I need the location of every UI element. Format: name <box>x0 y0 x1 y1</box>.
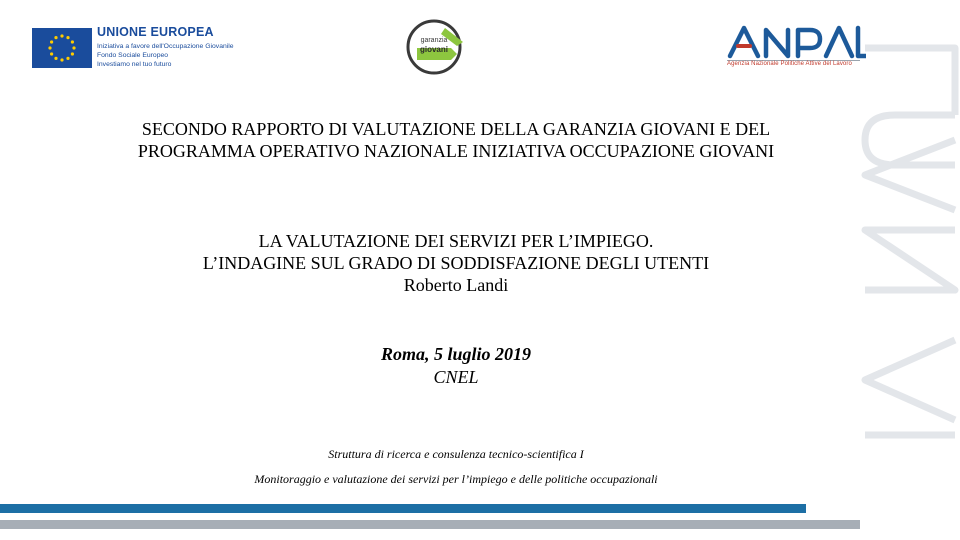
structure-line-1: Struttura di ricerca e consulenza tecnico-scientifica I <box>328 447 584 461</box>
author-name: Roberto Landi <box>403 275 509 295</box>
footer-bar-grey <box>0 520 860 529</box>
report-title <box>0 118 912 162</box>
anpal-logo-icon <box>726 22 866 60</box>
subtitle-line-2: L’INDAGINE SUL GRADO DI SODDISFAZIONE DEGLI UTENTI <box>202 253 710 273</box>
report-title-line-2: PROGRAMMA OPERATIVO NAZIONALE INIZIATIVA OCCUPAZIONE GIOVANI <box>137 141 775 161</box>
eu-logo-line-2: Fondo Sociale Europeo <box>97 52 169 59</box>
subtitle-line-1: LA VALUTAZIONE DEI SERVIZI PER L’IMPIEGO. <box>258 231 654 251</box>
eu-flag-icon <box>32 28 92 68</box>
venue: CNEL <box>433 367 479 387</box>
garanzia-logo-text-2: giovani <box>419 45 448 54</box>
eu-logo-line-3: Investiamo nel tuo futuro <box>97 61 172 68</box>
anpal-logo-subtitle: Agenzia Nazionale Politiche Attive del Lavoro <box>727 61 852 67</box>
report-title-line-1: SECONDO RAPPORTO DI VALUTAZIONE DELLA GARANZIA GIOVANI E DEL <box>141 119 771 139</box>
eu-logo-line-1: Iniziativa a favore dell'Occupazione Giovanile <box>97 43 234 50</box>
eu-logo-title: UNIONE EUROPEA <box>97 25 214 39</box>
garanzia-logo-text-1: garanzia <box>420 37 448 44</box>
presentation-subtitle <box>0 230 912 296</box>
footer-bar-blue <box>0 504 806 513</box>
structure-line-2: Monitoraggio e valutazione dei servizi per l’impiego e delle politiche occupazionali <box>254 472 658 486</box>
place-date: Roma, 5 luglio 2019 <box>380 344 532 364</box>
